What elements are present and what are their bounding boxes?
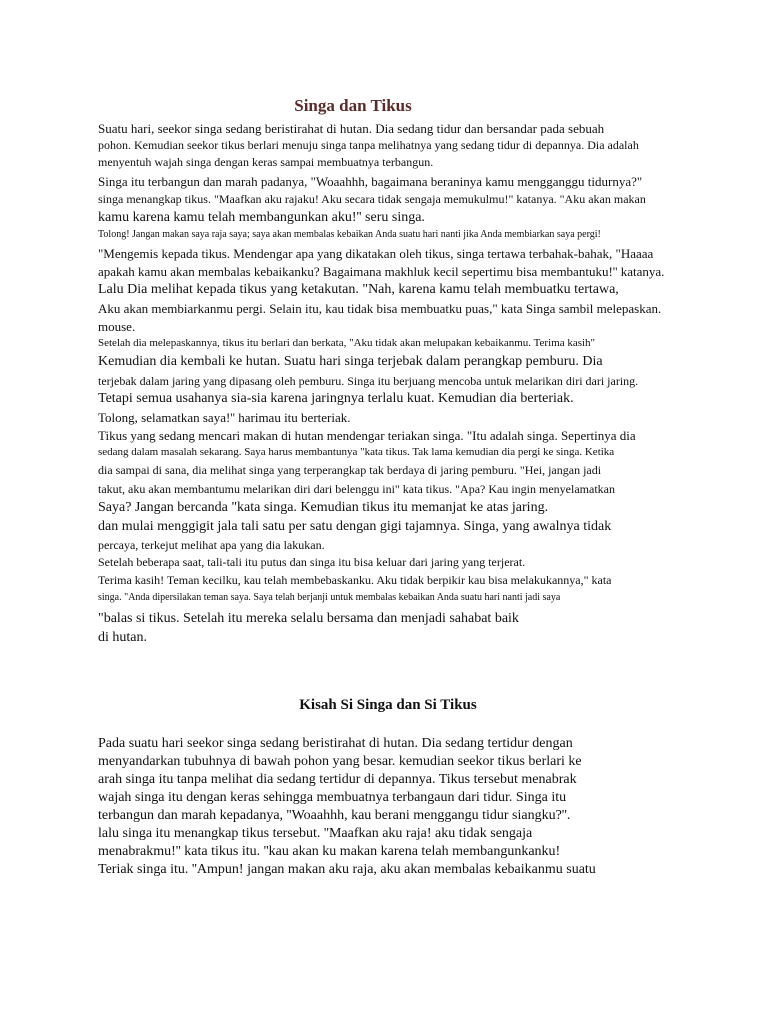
paragraph-line: Saya? Jangan bercanda "kata singa. Kemudian tikus itu memanjat ke atas jaring. <box>98 500 549 515</box>
paragraph-line: Kemudian dia kembali ke hutan. Suatu hari singa terjebak dalam perangkap pemburu. Dia <box>98 354 603 369</box>
paragraph-line: Tetapi semua usahanya sia-sia karena jaringnya terlalu kuat. Kemudian dia berteriak. <box>98 391 574 406</box>
paragraph-line: Aku akan membiarkanmu pergi. Selain itu, kau tidak bisa membuatku puas," kata Singa sambil melepaskan. <box>98 301 662 316</box>
story-title: Singa dan Tikus <box>294 96 412 115</box>
paragraph-line: Lalu Dia melihat kepada tikus yang ketakutan. "Nah, karena kamu telah membuatku tertawa, <box>98 282 619 297</box>
paragraph-line: Pada suatu hari seekor singa sedang beristirahat di hutan. Dia sedang tertidur dengan <box>98 736 573 751</box>
paragraph-line: Suatu hari, seekor singa sedang beristirahat di hutan. Dia sedang tidur dan bersandar pada sebuah <box>98 121 605 136</box>
paragraph-line: di hutan. <box>98 630 147 645</box>
paragraph-line: singa. "Anda dipersilakan teman saya. Saya telah berjanji untuk membalas kebaikan Anda suatu hari nanti jadi saya <box>98 592 561 603</box>
paragraph-line: Tolong! Jangan makan saya raja saya; saya akan membalas kebaikan Anda suatu hari nanti jika Anda membiarkan saya pergi! <box>98 229 601 240</box>
paragraph-line: Tolong, selamatkan saya!'' harimau itu berteriak. <box>98 410 351 425</box>
paragraph-line: "Mengemis kepada tikus. Mendengar apa yang dikatakan oleh tikus, singa tertawa terbahak-bahak, "Haaaa <box>98 246 654 261</box>
paragraph-line: terjebak dalam jaring yang dipasang oleh pemburu. Singa itu berjuang mencoba untuk melarikan diri dari jaring. <box>98 374 639 388</box>
paragraph-line: Singa itu terbangun dan marah padanya, "Woaahhh, bagaimana beraninya kamu mengganggu tidurnya?" <box>98 174 643 189</box>
paragraph-line: lalu singa itu menangkap tikus tersebut. ''Maafkan aku raja! aku tidak sengaja <box>98 826 533 841</box>
paragraph-line: Terima kasih! Teman kecilku, kau telah membebaskanku. Aku tidak berpikir kau bisa melakukannya," kata <box>98 573 612 587</box>
paragraph-line: Tikus yang sedang mencari makan di hutan mendengar teriakan singa. "Itu adalah singa. Sepertinya dia <box>98 428 636 443</box>
paragraph-line: sedang dalam masalah sekarang. Saya harus membantunya "kata tikus. Tak lama kemudian dia pergi ke singa. Ketika <box>98 446 615 458</box>
paragraph-line: pohon. Kemudian seekor tikus berlari menuju singa tanpa melihatnya yang sedang tidur di depannya. Dia adalah <box>98 138 639 152</box>
section-title: Kisah Si Singa dan Si Tikus <box>299 697 477 713</box>
paragraph-line: apakah kamu akan membalas kebaikanku? Bagaimana makhluk kecil sepertimu bisa membantuku!'' katanya. <box>98 264 665 279</box>
paragraph-line: terbangun dan marah kepadanya, ''Woaahhh, kau berani menggangu tidur siangku?''. <box>98 808 571 823</box>
paragraph-line: takut, aku akan membantumu melarikan diri dari belenggu ini" kata tikus. "Apa? Kau ingin menyelamatkan <box>98 482 615 496</box>
paragraph-line: singa menangkap tikus. "Maafkan aku rajaku! Aku secara tidak sengaja memukulmu!" katanya. "Aku akan makan <box>98 192 646 206</box>
paragraph-line: wajah singa itu dengan keras sehingga membuatnya terbangaun dari tidur. Singa itu <box>98 790 567 805</box>
paragraph-line: kamu karena kamu telah membangunkan aku!'' seru singa. <box>98 210 425 225</box>
paragraph-line: mouse. <box>98 319 136 334</box>
paragraph-line: dia sampai di sana, dia melihat singa yang terperangkap tak berdaya di jaring pemburu. "Hei, jangan jadi <box>98 463 602 477</box>
paragraph-line: Setelah beberapa saat, tali-tali itu putus dan singa itu bisa keluar dari jaring yang terjerat. <box>98 555 526 569</box>
paragraph-line: menyentuh wajah singa dengan keras sampai membuatnya terbangun. <box>98 155 434 169</box>
paragraph-line: percaya, terkejut melihat apa yang dia lakukan. <box>98 538 325 552</box>
paragraph-line: Setelah dia melepaskannya, tikus itu berlari dan berkata, "Aku tidak akan melupakan kebaikanmu. Terima kasih" <box>98 337 596 349</box>
paragraph-line: dan mulai menggigit jala tali satu per satu dengan gigi tajamnya. Singa, yang awalnya tidak <box>98 519 612 534</box>
paragraph-line: "balas si tikus. Setelah itu mereka selalu bersama dan menjadi sahabat baik <box>98 611 519 626</box>
paragraph-line: menabrakmu!'' kata tikus itu. ''kau akan ku makan karena telah membangunkanku! <box>98 844 561 859</box>
paragraph-line: menyandarkan tubuhnya di bawah pohon yang besar. kemudian seekor tikus berlari ke <box>98 754 582 769</box>
paragraph-line: arah singa itu tanpa melihat dia sedang tertidur di depannya. Tikus tersebut menabrak <box>98 772 577 787</box>
paragraph-line: Teriak singa itu. ''Ampun! jangan makan aku raja, aku akan membalas kebaikanmu suatu <box>98 862 596 877</box>
